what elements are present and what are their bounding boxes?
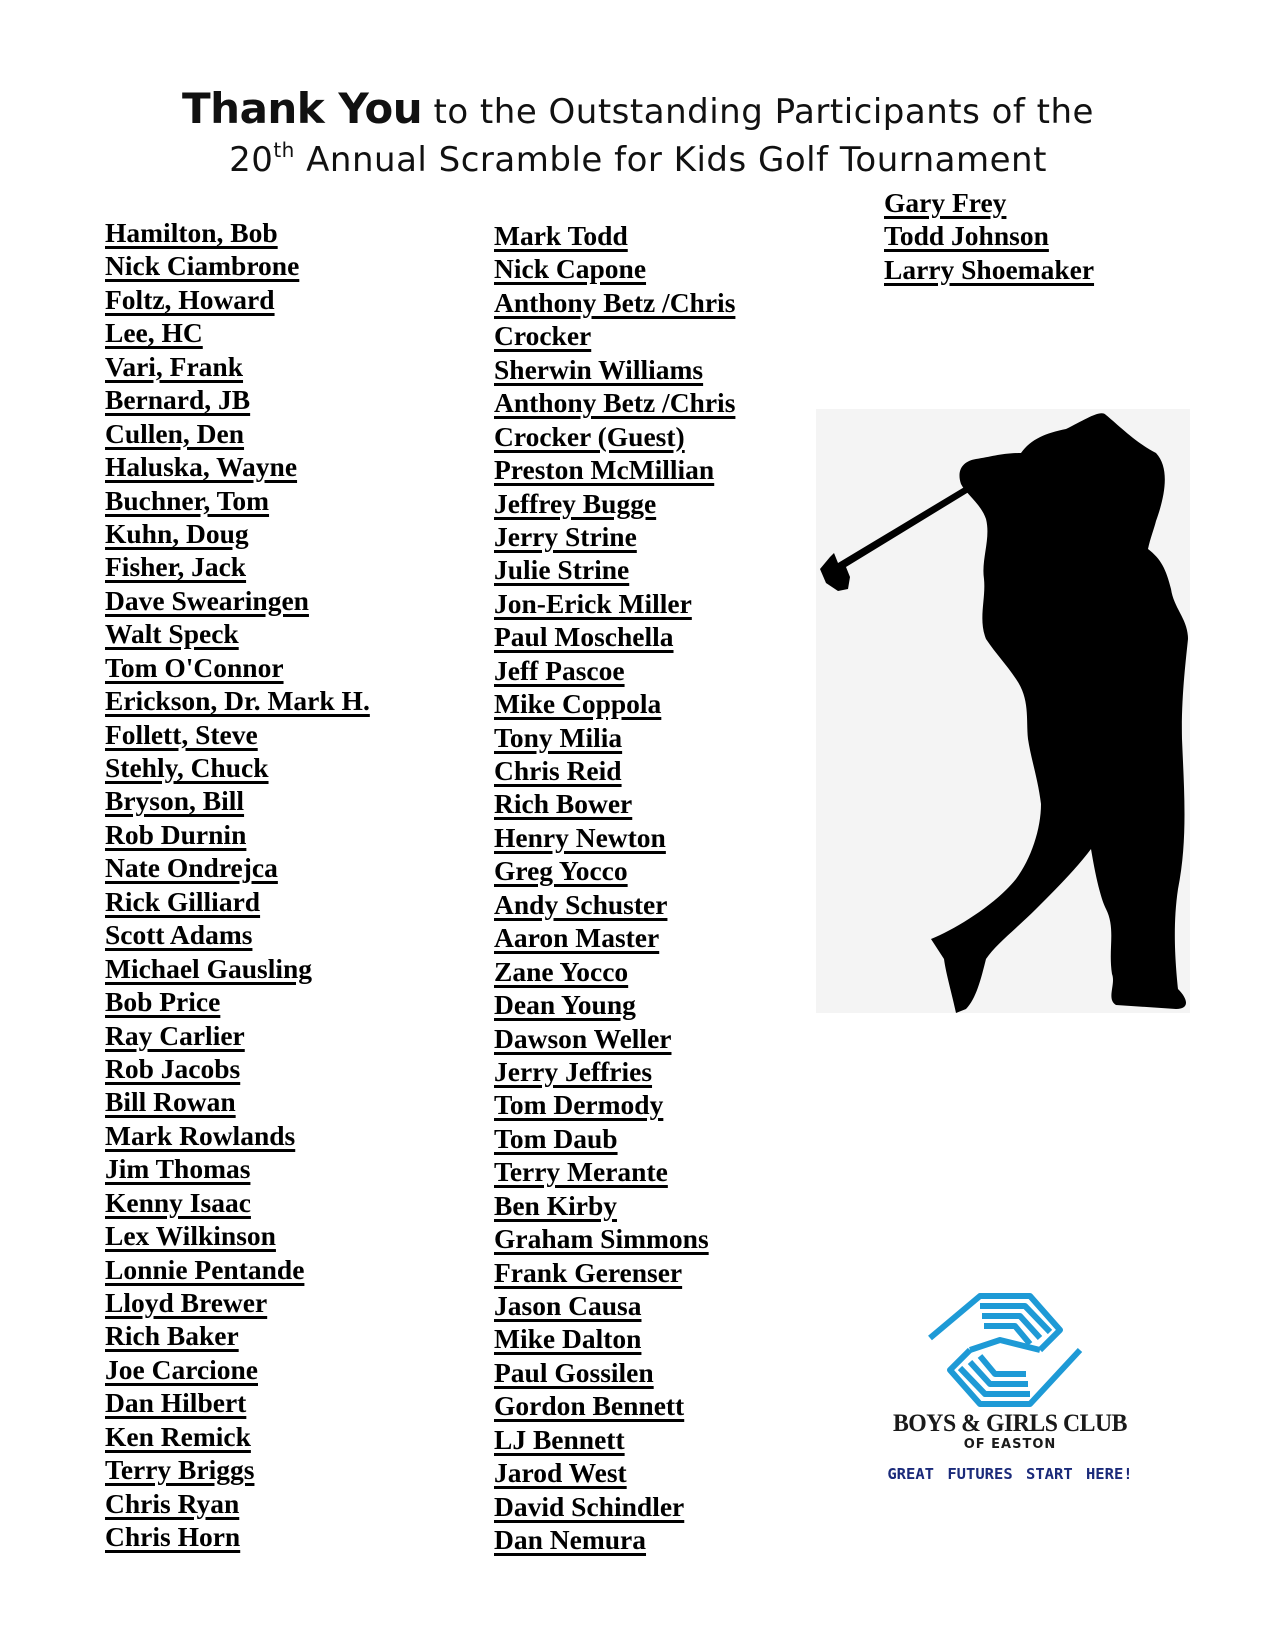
participant-name-text: Scott Adams bbox=[105, 919, 253, 951]
participant-name-text: Anthony Betz /Chris bbox=[494, 286, 736, 318]
participant-name-text: Mike Dalton bbox=[494, 1323, 642, 1355]
participant-name bbox=[494, 1322, 735, 1355]
participant-name bbox=[494, 1022, 735, 1055]
participant-name-text: Kuhn, Doug bbox=[105, 517, 249, 549]
logo-name: BOYS & GIRLS CLUB bbox=[892, 1410, 1128, 1437]
participant-name bbox=[105, 1520, 370, 1553]
participant-name-text: Paul Gossilen bbox=[494, 1356, 654, 1388]
participant-name bbox=[105, 952, 370, 985]
title-line-1 bbox=[0, 84, 1276, 133]
title-line-2 bbox=[0, 140, 1276, 180]
participants-column-2 bbox=[494, 219, 735, 1557]
participant-name-text: Chris Ryan bbox=[105, 1487, 240, 1519]
participant-name bbox=[494, 420, 735, 453]
participant-name bbox=[105, 316, 370, 349]
participant-name-text: Haluska, Wayne bbox=[105, 451, 298, 483]
participant-name bbox=[494, 487, 735, 520]
participant-name-text: Michael Gausling bbox=[105, 952, 313, 984]
participant-name bbox=[105, 517, 370, 550]
participant-name-text: Walt Speck bbox=[105, 618, 239, 650]
participant-name bbox=[884, 253, 1094, 286]
participant-name-text: Terry Merante bbox=[494, 1156, 668, 1188]
participant-name bbox=[494, 1155, 735, 1188]
participant-name bbox=[494, 1456, 735, 1489]
participant-name bbox=[494, 587, 735, 620]
participant-name bbox=[105, 651, 370, 684]
participant-name bbox=[105, 417, 370, 450]
participant-name bbox=[105, 584, 370, 617]
participant-name-text: Stehly, Chuck bbox=[105, 752, 269, 783]
participant-name-text: Paul Moschella bbox=[494, 621, 674, 653]
participant-name-text: Larry Shoemaker bbox=[884, 253, 1095, 285]
participant-name-text: Jarod West bbox=[494, 1457, 627, 1489]
participant-name-text: Tony Milia bbox=[494, 721, 623, 753]
participant-name-text: Jeffrey Bugge bbox=[494, 487, 657, 519]
participant-name bbox=[494, 1523, 735, 1556]
participant-name bbox=[494, 553, 735, 586]
participant-name bbox=[494, 1055, 735, 1088]
participant-name-text: Mike Coppola bbox=[494, 688, 662, 720]
participant-name-text: Julie Strine bbox=[494, 554, 630, 586]
participant-name bbox=[105, 684, 370, 717]
participant-name-text: Chris Reid bbox=[494, 755, 622, 786]
participant-name-text: Lex Wilkinson bbox=[105, 1220, 276, 1252]
participant-name bbox=[494, 1189, 735, 1222]
participant-name bbox=[105, 550, 370, 583]
participant-name bbox=[494, 1256, 735, 1289]
participant-name-text: Buchner, Tom bbox=[105, 484, 270, 516]
participant-name bbox=[105, 1152, 370, 1185]
participant-name bbox=[494, 1356, 735, 1389]
participant-name-text: Andy Schuster bbox=[494, 888, 668, 920]
participant-name bbox=[494, 286, 735, 319]
participant-name-text: Dawson Weller bbox=[494, 1022, 672, 1054]
participant-name bbox=[105, 818, 370, 851]
participant-name bbox=[105, 216, 370, 249]
participant-name bbox=[105, 985, 370, 1018]
participant-name bbox=[105, 1487, 370, 1520]
title-ordinal-suffix: th bbox=[273, 138, 295, 162]
participant-name-text: Kenny Isaac bbox=[105, 1186, 251, 1218]
participant-name-text: Dave Swearingen bbox=[105, 584, 309, 616]
participant-name bbox=[494, 787, 735, 820]
participant-name bbox=[494, 888, 735, 921]
participant-name-text: Dan Nemura bbox=[494, 1524, 647, 1556]
participant-name-text: Tom O'Connor bbox=[105, 651, 284, 683]
participant-name bbox=[494, 219, 735, 252]
participant-name-text: Rick Gilliard bbox=[105, 885, 261, 917]
participant-name bbox=[105, 1420, 370, 1453]
participant-name bbox=[494, 453, 735, 486]
participant-name-text: Rob Durnin bbox=[105, 818, 247, 850]
participant-name-text: Todd Johnson bbox=[884, 220, 1049, 252]
participant-name bbox=[494, 1423, 735, 1456]
participant-name bbox=[105, 1219, 370, 1252]
participant-name-text: Erickson, Dr. Mark H. bbox=[105, 685, 370, 717]
participant-name-text: Lloyd Brewer bbox=[105, 1287, 268, 1318]
golfer-silhouette-icon bbox=[816, 409, 1190, 1013]
participant-name bbox=[105, 851, 370, 884]
participant-name bbox=[494, 1222, 735, 1255]
participant-name bbox=[105, 1052, 370, 1085]
participant-name-text: Bryson, Bill bbox=[105, 785, 245, 817]
participant-name-text: Fisher, Jack bbox=[105, 551, 247, 583]
title-line-1-rest: to the Outstanding Participants of the bbox=[422, 92, 1094, 132]
participant-name-text: Lee, HC bbox=[105, 317, 203, 349]
participant-name-text: Zane Yocco bbox=[494, 955, 629, 987]
participant-name-text: LJ Bennett bbox=[494, 1423, 625, 1455]
participant-name-text: Lonnie Pentande bbox=[105, 1253, 305, 1285]
participant-name bbox=[105, 283, 370, 316]
participant-name bbox=[105, 1386, 370, 1419]
thank-you-heading: Thank You bbox=[182, 84, 423, 133]
participant-name bbox=[494, 988, 735, 1021]
participant-name bbox=[105, 1253, 370, 1286]
participant-name-text: Greg Yocco bbox=[494, 855, 628, 887]
participant-name bbox=[494, 1490, 735, 1523]
participant-name-text: Chris Horn bbox=[105, 1521, 241, 1553]
participant-name bbox=[494, 854, 735, 887]
participant-name-text: Vari, Frank bbox=[105, 350, 244, 382]
participant-name bbox=[105, 1186, 370, 1219]
participant-name-text: Gary Frey bbox=[884, 187, 1007, 218]
participant-name bbox=[105, 1319, 370, 1352]
participant-name-text: Dean Young bbox=[494, 989, 636, 1021]
participant-name bbox=[494, 386, 735, 419]
participant-name bbox=[105, 1353, 370, 1386]
participant-name-text: Preston McMillian bbox=[494, 454, 715, 486]
participant-name-text: Bob Price bbox=[105, 986, 221, 1018]
participant-name bbox=[884, 219, 1094, 252]
participant-name-text: Nate Ondrejca bbox=[105, 852, 278, 884]
boys-girls-club-logo bbox=[860, 1290, 1160, 1500]
participant-name-text: Anthony Betz /Chris bbox=[494, 387, 736, 419]
participant-name bbox=[494, 353, 735, 386]
participant-name bbox=[494, 754, 735, 787]
participant-name-text: Frank Gerenser bbox=[494, 1256, 683, 1288]
participant-name-text: Joe Carcione bbox=[105, 1353, 258, 1385]
participant-name-text: Jim Thomas bbox=[105, 1153, 251, 1185]
participant-name bbox=[105, 1453, 370, 1486]
participant-name-text: Crocker (Guest) bbox=[494, 420, 685, 452]
participant-name-text: Crocker bbox=[494, 320, 592, 352]
participant-name-text: Ken Remick bbox=[105, 1420, 251, 1452]
participant-name bbox=[494, 721, 735, 754]
participant-name-text: Foltz, Howard bbox=[105, 283, 275, 315]
participant-name bbox=[494, 687, 735, 720]
participant-name-text: Rich Baker bbox=[105, 1320, 239, 1352]
participant-name bbox=[105, 383, 370, 416]
participant-name-text: Bill Rowan bbox=[105, 1086, 236, 1118]
participant-name-text: Aaron Master bbox=[494, 922, 660, 954]
participant-name-text: Sherwin Williams bbox=[494, 353, 704, 385]
participant-name-text: Cullen, Den bbox=[105, 417, 245, 449]
participant-name bbox=[105, 1286, 370, 1319]
participant-name bbox=[494, 654, 735, 687]
participant-name bbox=[494, 620, 735, 653]
participants-column-3 bbox=[884, 186, 1094, 286]
title-line-2-rest: Annual Scramble for Kids Golf Tournament bbox=[294, 140, 1047, 180]
participant-name-text: Jeff Pascoe bbox=[494, 654, 625, 686]
participant-name-text: Bernard, JB bbox=[105, 384, 251, 416]
participant-name-text: Jon-Erick Miller bbox=[494, 587, 692, 619]
participant-name-text: Hamilton, Bob bbox=[105, 217, 278, 248]
participant-name-text: Nick Capone bbox=[494, 253, 647, 285]
participant-name bbox=[494, 319, 735, 352]
participant-name-text: Henry Newton bbox=[494, 821, 666, 853]
participant-name-text: Ray Carlier bbox=[105, 1019, 245, 1051]
participant-name-text: Tom Dermody bbox=[494, 1089, 664, 1121]
participant-name-text: Terry Briggs bbox=[105, 1454, 255, 1486]
participant-name bbox=[105, 718, 370, 751]
participant-name bbox=[494, 955, 735, 988]
participant-name-text: Jerry Jeffries bbox=[494, 1055, 653, 1087]
participant-name bbox=[105, 450, 370, 483]
participant-name bbox=[494, 252, 735, 285]
participant-name-text: Tom Daub bbox=[494, 1122, 618, 1154]
participant-name bbox=[494, 1389, 735, 1422]
participant-name bbox=[105, 1119, 370, 1152]
participant-name-text: Ben Kirby bbox=[494, 1189, 617, 1221]
participant-name bbox=[105, 484, 370, 517]
participant-name-text: Follett, Steve bbox=[105, 718, 258, 750]
participant-name bbox=[105, 885, 370, 918]
participant-name-text: Mark Todd bbox=[494, 220, 628, 251]
participants-column-1 bbox=[105, 216, 370, 1554]
participant-name-text: Mark Rowlands bbox=[105, 1119, 296, 1151]
participant-name-text: Gordon Bennett bbox=[494, 1390, 685, 1422]
participant-name-text: Rich Bower bbox=[494, 788, 633, 820]
participant-name bbox=[494, 821, 735, 854]
participant-name bbox=[105, 350, 370, 383]
participant-name bbox=[105, 249, 370, 282]
participant-name bbox=[494, 1088, 735, 1121]
participant-name-text: Nick Ciambrone bbox=[105, 250, 300, 282]
participant-name-text: Graham Simmons bbox=[494, 1223, 709, 1255]
participant-name-text: Rob Jacobs bbox=[105, 1052, 241, 1084]
participant-name bbox=[494, 921, 735, 954]
boys-girls-club-hands-icon bbox=[920, 1290, 1090, 1410]
participant-name bbox=[884, 186, 1094, 219]
participant-name-text: David Schindler bbox=[494, 1490, 685, 1522]
participant-name-text: Dan Hilbert bbox=[105, 1387, 247, 1419]
participant-name bbox=[105, 1019, 370, 1052]
participant-name bbox=[105, 1085, 370, 1118]
logo-subname: OF EASTON bbox=[963, 1437, 1057, 1452]
title-ordinal-number: 20 bbox=[229, 140, 274, 180]
participant-name bbox=[105, 918, 370, 951]
participant-name bbox=[105, 617, 370, 650]
participant-name bbox=[494, 520, 735, 553]
participant-name bbox=[105, 784, 370, 817]
logo-tagline: GREAT FUTURES START HERE! bbox=[887, 1465, 1133, 1483]
participant-name bbox=[494, 1122, 735, 1155]
participant-name-text: Jerry Strine bbox=[494, 520, 637, 552]
participant-name-text: Jason Causa bbox=[494, 1290, 642, 1321]
participant-name bbox=[494, 1289, 735, 1322]
participant-name bbox=[105, 751, 370, 784]
